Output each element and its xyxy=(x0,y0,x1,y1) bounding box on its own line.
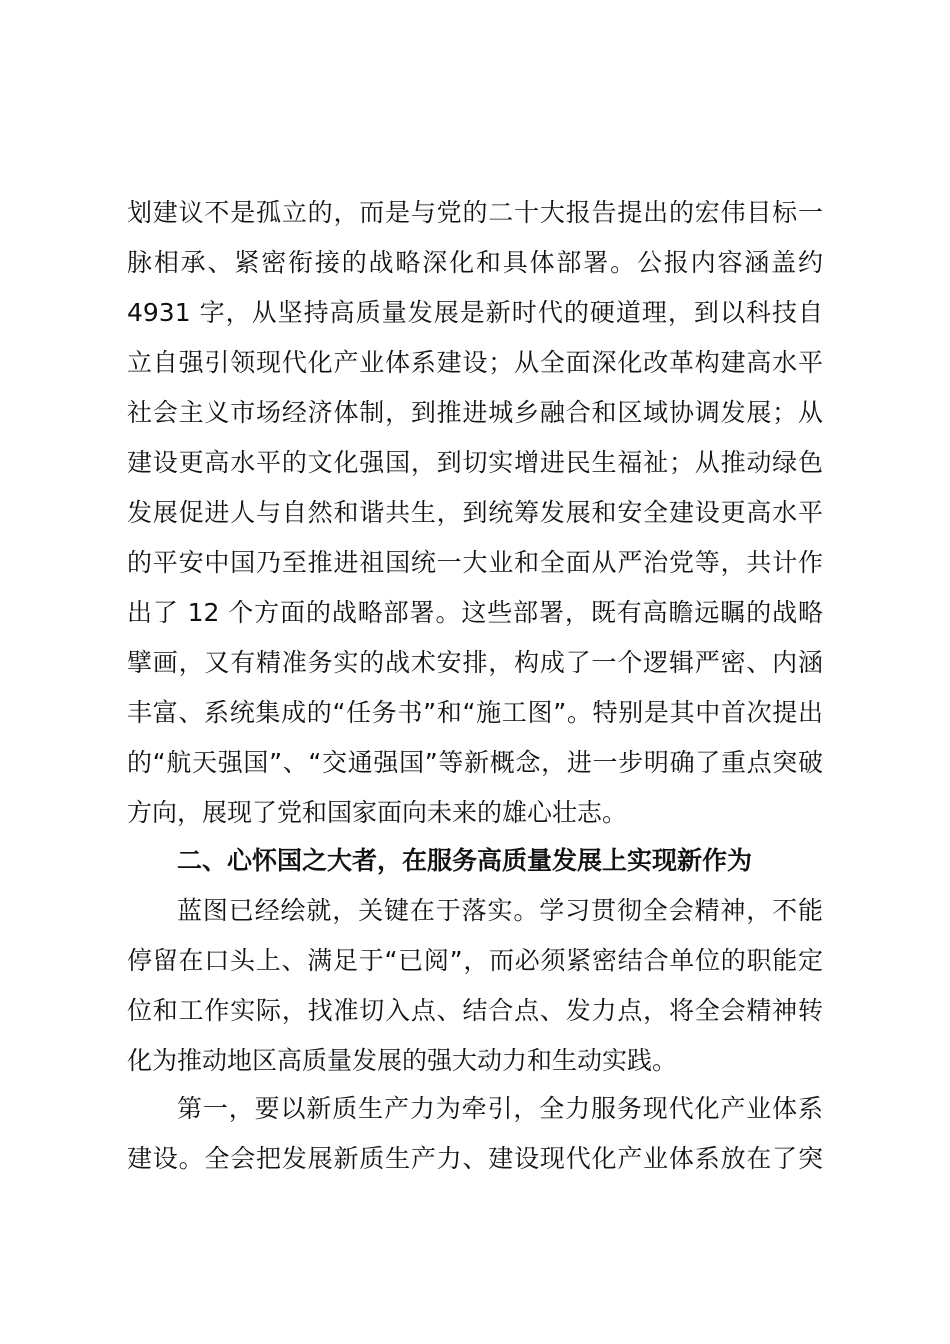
text-line: 建设更高水平的文化强国，到切实增进民生福祉；从推动绿色 xyxy=(127,448,823,477)
text-line: 立自强引领现代化产业体系建设；从全面深化改革构建高水平 xyxy=(127,348,823,377)
text-line: 划建议不是孤立的，而是与党的二十大报告提出的宏伟目标一 xyxy=(127,198,823,227)
text-line: 社会主义市场经济体制，到推进城乡融合和区域协调发展；从 xyxy=(127,398,823,427)
text-line: 的平安中国乃至推进祖国统一大业和全面从严治党等，共计作 xyxy=(127,548,823,577)
text-line: 蓝图已经绘就，关键在于落实。学习贯彻全会精神，不能 xyxy=(177,896,823,925)
text-line: 化为推动地区高质量发展的强大动力和生动实践。 xyxy=(127,1046,678,1075)
text-line: 停留在口头上、满足于“已阅”，而必须紧密结合单位的职能定 xyxy=(127,946,823,975)
text-line: 4931 字，从坚持高质量发展是新时代的硬道理，到以科技自 xyxy=(127,298,823,327)
text-line: 出了 12 个方面的战略部署。这些部署，既有高瞻远瞩的战略 xyxy=(127,598,823,627)
paragraph-2 xyxy=(127,886,823,1086)
text-line: 方向，展现了党和国家面向未来的雄心壮志。 xyxy=(127,798,628,827)
paragraph-3 xyxy=(127,1084,823,1184)
section-heading-block xyxy=(127,836,823,886)
text-line: 脉相承、紧密衔接的战略深化和具体部署。公报内容涵盖约 xyxy=(127,248,823,277)
paragraph-continued xyxy=(127,188,823,838)
text-line: 位和工作实际，找准切入点、结合点、发力点，将全会精神转 xyxy=(127,996,823,1025)
text-line: 第一，要以新质生产力为牵引，全力服务现代化产业体系 xyxy=(177,1094,823,1123)
text-line: 的“航天强国”、“交通强国”等新概念，进一步明确了重点突破 xyxy=(127,748,823,777)
text-line: 丰富、系统集成的“任务书”和“施工图”。特别是其中首次提出 xyxy=(127,698,823,727)
text-line: 发展促进人与自然和谐共生，到统筹发展和安全建设更高水平 xyxy=(127,498,823,527)
text-line: 擘画，又有精准务实的战术安排，构成了一个逻辑严密、内涵 xyxy=(127,648,823,677)
text-line: 建设。全会把发展新质生产力、建设现代化产业体系放在了突 xyxy=(127,1144,823,1173)
section-heading: 二、心怀国之大者，在服务高质量发展上实现新作为 xyxy=(177,846,753,875)
